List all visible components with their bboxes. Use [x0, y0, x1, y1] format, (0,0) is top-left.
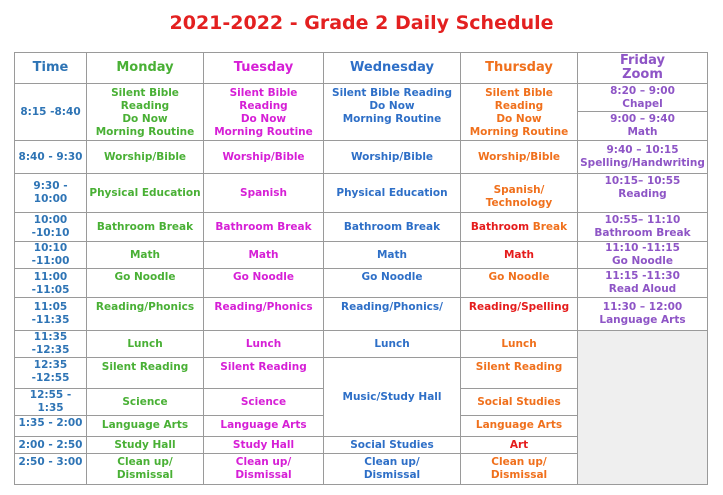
tuesday-cell: Reading/Phonics — [204, 298, 324, 331]
friday-time: 8:20 – 9:00 — [610, 84, 675, 97]
monday-cell: Language Arts — [87, 416, 204, 437]
cell-line: Morning Routine — [214, 126, 313, 138]
table-row — [15, 84, 708, 141]
header-friday-label: Friday — [619, 53, 666, 68]
cell-text-red: Bathroom — [470, 220, 533, 233]
monday-cell — [87, 84, 204, 141]
friday-time: 9:00 – 9:40 — [610, 113, 675, 125]
friday-cell — [578, 84, 708, 141]
wednesday-cell: Bathroom Break — [324, 213, 461, 242]
header-wednesday: Wednesday — [324, 53, 461, 84]
time-cell: 11:35 -12:35 — [15, 331, 87, 358]
tuesday-cell: Go Noodle — [204, 269, 324, 298]
cell-line: Clean up/ — [117, 456, 173, 468]
cell-text-orange: Break — [532, 220, 568, 233]
thursday-cell — [461, 84, 578, 141]
friday-cell — [578, 174, 708, 213]
cell-line: Dismissal — [490, 469, 548, 481]
wednesday-cell: Reading/Phonics/ — [324, 298, 461, 331]
thursday-cell: Silent Reading — [461, 358, 578, 389]
tuesday-cell: Silent Reading — [204, 358, 324, 389]
tuesday-cell: Lunch — [204, 331, 324, 358]
header-thursday: Thursday — [461, 53, 578, 84]
thursday-cell — [461, 454, 578, 485]
thursday-cell: Language Arts — [461, 416, 578, 437]
monday-cell: Reading/Phonics — [87, 298, 204, 331]
cell-line: Silent Bible Reading — [111, 87, 179, 112]
cell-line: Silent Bible Reading — [229, 87, 298, 112]
header-monday: Monday — [87, 53, 204, 84]
table-row — [15, 242, 708, 269]
wednesday-cell: Physical Education — [324, 174, 461, 213]
tuesday-cell: Math — [204, 242, 324, 269]
monday-cell: Bathroom Break — [87, 213, 204, 242]
monday-cell — [87, 454, 204, 485]
table-row — [15, 174, 708, 213]
thursday-cell: Social Studies — [461, 389, 578, 416]
friday-cell — [578, 298, 708, 331]
table-row — [15, 213, 708, 242]
friday-time: 11:30 – 12:00 — [602, 301, 683, 313]
header-tuesday: Tuesday — [204, 53, 324, 84]
table-row — [15, 331, 708, 358]
cell-line: Clean up/ — [235, 456, 292, 468]
table-row — [15, 269, 708, 298]
cell-line: Morning Routine — [342, 113, 442, 125]
cell-line: Do Now — [122, 113, 168, 125]
cell-line: Do Now — [240, 113, 287, 125]
monday-cell: Lunch — [87, 331, 204, 358]
friday-subject: Go Noodle — [612, 255, 673, 267]
table-row — [15, 298, 708, 331]
cell-line: Clean up/ — [491, 456, 547, 468]
cell-line: Technology — [485, 197, 553, 209]
friday-subject: Reading — [618, 188, 667, 200]
friday-time: 11:10 -11:15 — [605, 242, 680, 254]
thursday-cell: Math — [461, 242, 578, 269]
time-cell: 2:00 - 2:50 — [15, 437, 87, 454]
tuesday-cell — [204, 84, 324, 141]
friday-chapel — [578, 84, 707, 112]
header-friday — [578, 53, 708, 84]
monday-cell: Silent Reading — [87, 358, 204, 389]
friday-cell — [578, 269, 708, 298]
time-cell: 11:05 -11:35 — [15, 298, 87, 331]
friday-empty-cell — [578, 331, 708, 485]
tuesday-cell: Science — [204, 389, 324, 416]
cell-line: Dismissal — [116, 469, 174, 481]
friday-subject: Bathroom Break — [594, 227, 691, 239]
wednesday-cell: Math — [324, 242, 461, 269]
time-cell: 10:00 -10:10 — [15, 213, 87, 242]
wednesday-cell: Social Studies — [324, 437, 461, 454]
page-title: 2021-2022 - Grade 2 Daily Schedule — [169, 12, 554, 34]
header-row — [15, 53, 708, 84]
friday-time: 9:40 – 10:15 — [606, 144, 679, 156]
cell-line: Clean up/ — [364, 456, 420, 468]
cell-line: Dismissal — [363, 469, 421, 481]
monday-cell: Worship/Bible — [87, 141, 204, 174]
friday-subject: Spelling/Handwriting — [580, 157, 705, 169]
cell-line: Do Now — [369, 100, 415, 112]
thursday-cell — [461, 213, 578, 242]
friday-time: 11:15 -11:30 — [605, 270, 680, 282]
cell-line: Morning Routine — [469, 126, 569, 138]
tuesday-cell — [204, 454, 324, 485]
friday-cell — [578, 242, 708, 269]
tuesday-cell: Study Hall — [204, 437, 324, 454]
monday-cell: Math — [87, 242, 204, 269]
time-cell: 8:15 -8:40 — [15, 84, 87, 141]
friday-subject: Math — [627, 126, 658, 138]
monday-cell: Physical Education — [87, 174, 204, 213]
header-time: Time — [15, 53, 87, 84]
time-cell: 12:55 - 1:35 — [15, 389, 87, 416]
time-cell: 10:10 -11:00 — [15, 242, 87, 269]
friday-subject: Language Arts — [599, 314, 686, 326]
monday-cell: Go Noodle — [87, 269, 204, 298]
tuesday-cell: Bathroom Break — [204, 213, 324, 242]
schedule-table — [14, 52, 708, 485]
cell-line: Morning Routine — [95, 126, 195, 138]
tuesday-cell: Language Arts — [204, 416, 324, 437]
thursday-cell: Worship/Bible — [461, 141, 578, 174]
monday-cell: Science — [87, 389, 204, 416]
time-cell: 1:35 - 2:00 — [15, 416, 87, 437]
time-cell: 11:00 -11:05 — [15, 269, 87, 298]
cell-line: Silent Bible Reading — [485, 87, 553, 112]
tuesday-cell: Worship/Bible — [204, 141, 324, 174]
friday-math — [578, 112, 707, 140]
header-friday-zoom: Zoom — [622, 67, 663, 82]
cell-line: Dismissal — [235, 469, 292, 481]
friday-subject: Read Aloud — [608, 283, 677, 295]
cell-line: Silent Bible Reading — [332, 87, 452, 99]
time-cell: 2:50 - 3:00 — [15, 454, 87, 485]
friday-subject: Chapel — [622, 97, 663, 110]
wednesday-cell — [324, 454, 461, 485]
wednesday-cell: Lunch — [324, 331, 461, 358]
thursday-cell: Reading/Spelling — [461, 298, 578, 331]
table-row — [15, 141, 708, 174]
time-cell: 8:40 - 9:30 — [15, 141, 87, 174]
tuesday-cell: Spanish — [204, 174, 324, 213]
cell-line: Do Now — [496, 113, 542, 125]
wednesday-cell: Go Noodle — [324, 269, 461, 298]
thursday-cell: Lunch — [461, 331, 578, 358]
wednesday-cell: Music/Study Hall — [324, 358, 461, 437]
thursday-cell: Go Noodle — [461, 269, 578, 298]
thursday-cell — [461, 174, 578, 213]
friday-time: 10:15– 10:55 — [604, 175, 681, 187]
time-cell: 12:35 -12:55 — [15, 358, 87, 389]
wednesday-cell: Worship/Bible — [324, 141, 461, 174]
monday-cell: Study Hall — [87, 437, 204, 454]
friday-time: 10:55– 11:10 — [604, 214, 681, 226]
wednesday-cell — [324, 84, 461, 141]
friday-cell — [578, 141, 708, 174]
friday-cell — [578, 213, 708, 242]
cell-line: Spanish/ — [493, 184, 545, 196]
time-cell: 9:30 - 10:00 — [15, 174, 87, 213]
thursday-cell: Art — [461, 437, 578, 454]
